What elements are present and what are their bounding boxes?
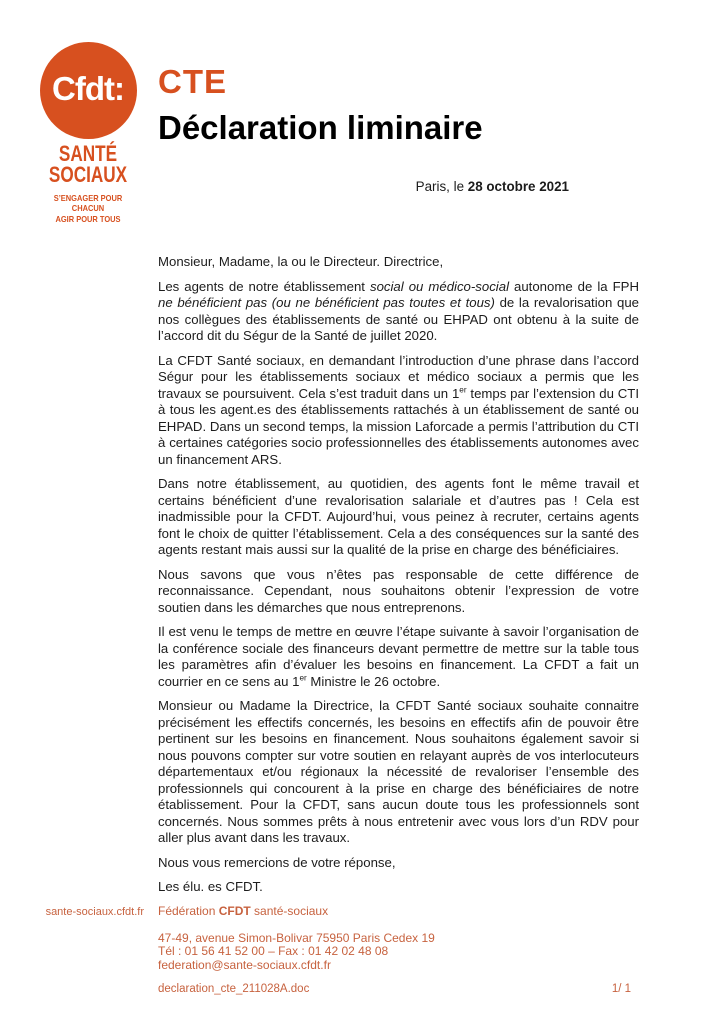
logo-tagline	[37, 193, 139, 225]
paragraph: Nous savons que vous n’êtes pas responsable de cette différence de reconnaissance. Cependant, nous souhaitons obtenir l’expression de votre soutien dans les démarches que nous entreprenons.	[158, 566, 639, 615]
paragraph: Il est venu le temps de mettre en œuvre l’étape suivante à savoir l’organisation de la conférence sociale des financeurs devant permettre de mettre sur la table tous les paramètres afin d’évaluer les besoins en financement. La CFDT a fait un courrier en ce sens au 1er Ministre le 26 octobre.	[158, 624, 639, 689]
logo-name	[43, 141, 133, 187]
paragraph: Les agents de notre établissement social ou médico-social autonome de la FPH ne bénéficient pas (ou ne bénéficient pas toutes et tous) de la revalorisation que nos collègues des établissements de santé ou EHPAD ont obtenu à la suite de l’accord dit du Ségur de la Santé de juillet 2020.	[158, 278, 639, 343]
letter	[158, 64, 639, 995]
cfdt-logo-icon	[40, 42, 137, 139]
email-address: federation@sante-sociaux.cfdt.fr	[158, 957, 331, 972]
logo-tagline-line: S’ENGAGER POUR CHACUN	[53, 192, 123, 214]
letter-kicker: CTE	[158, 63, 227, 100]
logo-name-line: SANTÉ	[58, 141, 118, 166]
federation-line: Fédération CFDT santé-sociaux	[158, 903, 329, 918]
paragraph: Nous vous remercions de votre réponse,	[158, 854, 396, 870]
paragraph: La CFDT Santé sociaux, en demandant l’introduction d’une phrase dans l’accord Ségur pour les établissements sociaux et médico sociaux a permis que les travaux se poursuivent. Cela s’est traduit dans un 1er temps par l’extension du CTI à tous les agent.es des établissements rattachés à un établissement de santé ou EHPAD. Dans un second temps, la mission Laforcade a permis l’attribution du CTI à certaines catégories socio professionnelles des établissements autonomes avec un financement ARS.	[158, 352, 639, 467]
paragraph: Monsieur, Madame, la ou le Directeur. Directrice,	[158, 254, 444, 269]
logo-tagline-line: AGIR POUR TOUS	[55, 214, 121, 225]
paragraph: Dans notre établissement, au quotidien, des agents font le même travail et certains bénéficient d’une revalorisation salariale et d’autres pas ! Cela est inadmissible pour la CFDT. Aujourd’hui, vous peinez à recruter, certains agents font le choix de quitter l’établissement. Cela a des conséquences sur la santé des agents restant mais aussi sur la qualité de la prise en charge des bénéficiaires.	[158, 476, 639, 557]
logo-name-line: SOCIAUX	[48, 161, 128, 187]
dateline-date: 28 octobre 2021	[467, 179, 569, 194]
address-line: Tél : 01 56 41 52 00 – Fax : 01 42 02 48 08	[158, 944, 389, 958]
letter-title: Déclaration liminaire	[158, 109, 483, 146]
cfdt-logo-text: Cfdt:	[52, 69, 124, 107]
paragraph: Les élu. es CFDT.	[158, 879, 263, 894]
page-number: 1/ 1	[611, 983, 631, 995]
website-url: sante-sociaux.cfdt.fr	[45, 906, 144, 918]
dateline	[158, 178, 639, 195]
address-line: 47-49, avenue Simon-Bolivar 75950 Paris Cedex 19	[158, 930, 435, 945]
document-filename: declaration_cte_211028A.doc	[158, 983, 310, 995]
cfdt-logo	[30, 40, 146, 225]
address-block	[158, 932, 639, 973]
document-footer	[158, 983, 639, 995]
paragraph: Monsieur ou Madame la Directrice, la CFDT Santé sociaux souhaite connaitre précisément les effectifs concernés, les besoins en effectifs afin de pouvoir être pertinent sur les besoins en financement. Nous souhaitons également savoir si nous pouvons compter sur votre soutien en relayant auprès de vos interlocuteurs départementaux et/ou régionaux la nécessité de revaloriser l’ensemble des professionnels qui concourent à la prise en charge des bénéficiaires de notre établissement. Pour la CFDT, sans aucun doute tous les professionnels sont concernés. Nous sommes prêts à nous entretenir avec vous lors d’un RDV pour aller plus avant dans les travaux.	[158, 698, 639, 845]
dateline-prefix: Paris, le	[415, 179, 468, 194]
letter-body	[158, 254, 639, 896]
